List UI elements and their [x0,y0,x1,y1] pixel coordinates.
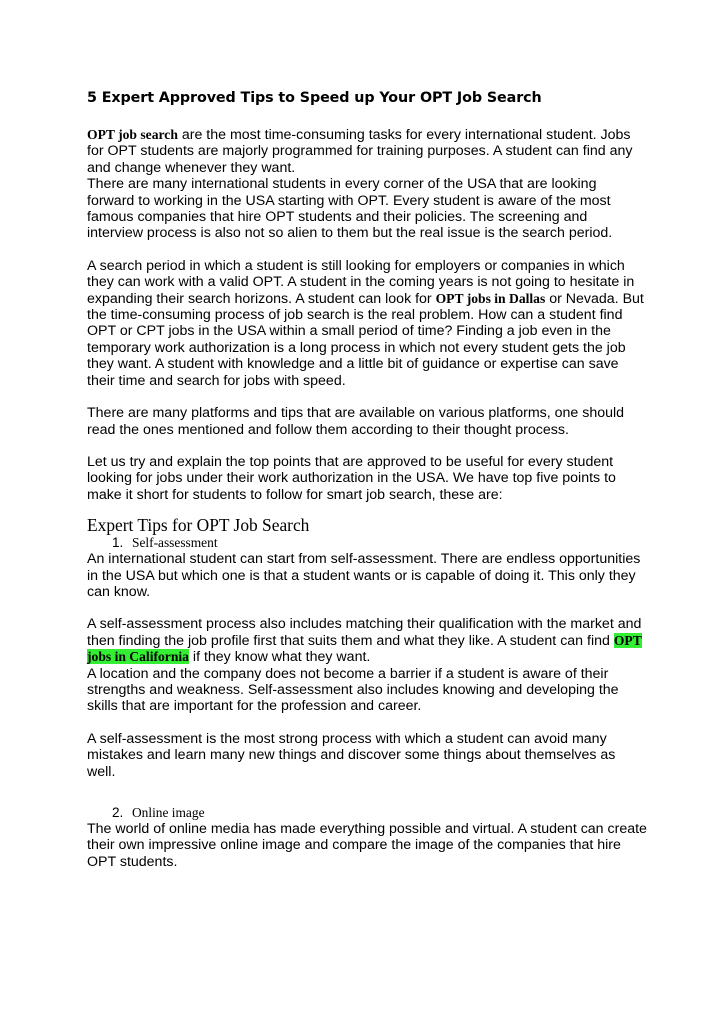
bold-term: OPT jobs in Dallas [435,290,546,306]
paragraph-text: or Nevada. But the time-consuming process of job search is the real problem. How can a student find OPT or CPT jobs in the USA within a small period of time? Finding a job even in the temporary work authorization is a long process in which not every student gets the job they want. A student with knowledge and a little bit of guidance or expertise can save their time and search for jobs with speed. [87,290,644,389]
list-number: 1. [112,535,124,551]
list-item [87,805,647,821]
paragraph-text: are the most time-consuming tasks for every international student. Jobs for OPT students are majorly programmed for training purposes. A student can find any and change whenever they want. [87,127,633,176]
paragraph [87,258,647,389]
paragraph: A self-assessment is the most strong process with which a student can avoid many mistakes and learn many new things and discover some things about themselves as well. [87,730,616,780]
paragraph: A location and the company does not become a barrier if a student is aware of their strengths and weakness. Self-assessment also includes knowing and developing the skills that are important for the profession and career. [87,665,619,715]
paragraph-text: A self-assessment process also includes matching their qualification with the market and then finding the job profile first that suits them and what they like. A student can find [87,616,642,649]
paragraph: An international student can start from self-assessment. There are endless opportunities in the USA but which one is that a student wants or is capable of doing it. This only they can know. [87,551,641,600]
paragraph-text: A search period in which a student is still looking for employers or companies in which they can work with a valid OPT. A student in the coming years is not going to hesitate in expanding their search horizons. A student can look for [87,257,635,307]
intro-paragraph [87,127,647,176]
page-title: 5 Expert Approved Tips to Speed up Your OPT Job Search [87,90,542,106]
paragraph [87,616,647,665]
list-item-label: Online image [132,805,205,820]
bold-term: OPT job search [87,127,178,142]
document-body [87,88,647,870]
list-number: 2. [112,805,124,820]
paragraph: The world of online media has made everything possible and virtual. A student can create their own impressive online image and compare the image of the companies that hire OPT students. [87,821,647,870]
paragraph: Let us try and explain the top points that are approved to be useful for every student looking for jobs under their work authorization in the USA. We have top five points to make it short for students to follow for smart job search, these are: [87,453,616,503]
list-item [87,535,647,551]
paragraph: There are many international students in every corner of the USA that are looking forward to working in the USA starting with OPT. Every student is aware of the most famous companies that hire OPT students and their policies. The screening and interview process is also not so alien to them but the real issue is the search period. [87,176,613,242]
highlighted-term: OPT jobs in California [87,632,642,665]
list-item-label: Self-assessment [132,535,218,551]
section-heading: Expert Tips for OPT Job Search [87,515,310,536]
paragraph-text: if they know what they want. [188,649,371,666]
paragraph: There are many platforms and tips that are available on various platforms, one should read the ones mentioned and follow them according to their thought process. [87,405,625,438]
